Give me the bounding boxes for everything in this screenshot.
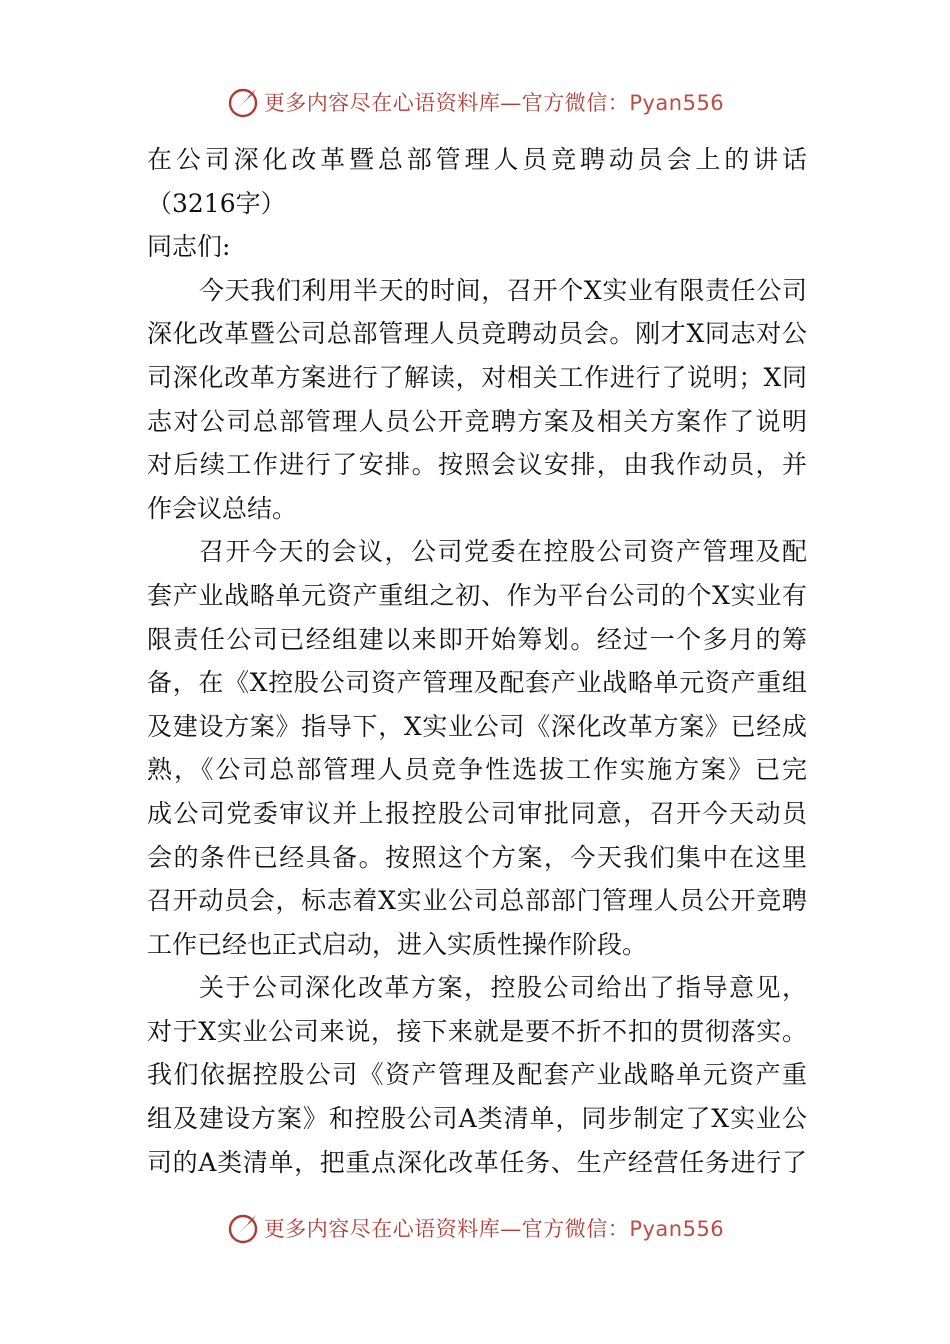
- document-word-count: （3216字）: [147, 188, 286, 218]
- document-title: 在公司深化改革暨总部管理人员竞聘动员会上的讲话: [147, 145, 807, 174]
- header-banner: [0, 82, 950, 122]
- body-line: 召开今天的会议，公司党委在控股公司资产管理及配: [199, 537, 807, 567]
- quill-logo-icon: [226, 85, 260, 119]
- banner-text: 更多内容尽在心语资料库—官方微信：Pyan556: [263, 1217, 725, 1241]
- footer-banner: [0, 1208, 950, 1248]
- body-line: 备，在《X控股公司资产管理及配套产业战略单元资产重组: [147, 668, 807, 698]
- quill-logo-icon: [226, 1211, 260, 1245]
- body-line: 熟，《公司总部管理人员竞争性选拔工作实施方案》已完: [147, 755, 807, 785]
- body-line: 套产业战略单元资产重组之初、作为平台公司的个X实业有: [147, 580, 807, 610]
- body-line: 深化改革暨公司总部管理人员竞聘动员会。刚才X同志对公: [147, 319, 807, 349]
- document-body: [147, 138, 807, 1184]
- body-line: 组及建设方案》和控股公司A类清单，同步制定了X实业公: [147, 1104, 807, 1134]
- body-line: 限责任公司已经组建以来即开始筹划。经过一个多月的筹: [147, 624, 807, 654]
- body-line: 召开动员会，标志着X实业公司总部部门管理人员公开竞聘: [147, 886, 807, 916]
- body-line: 成公司党委审议并上报控股公司审批同意，召开今天动员: [147, 798, 807, 828]
- body-line: 司深化改革方案进行了解读，对相关工作进行了说明；X同: [147, 362, 807, 392]
- body-line: 对后续工作进行了安排。按照会议安排，由我作动员，并: [147, 450, 807, 480]
- body-text: [147, 269, 807, 1184]
- body-line: 司的A类清单，把重点深化改革任务、生产经营任务进行了: [147, 1147, 807, 1177]
- banner-handle: Pyan556: [629, 1217, 725, 1241]
- salutation: 同志们:: [147, 232, 231, 262]
- body-line: 我们依据控股公司《资产管理及配套产业战略单元资产重: [147, 1060, 807, 1090]
- body-line: 志对公司总部管理人员公开竞聘方案及相关方案作了说明: [147, 406, 807, 436]
- body-line: 工作已经也正式启动，进入实质性操作阶段。: [147, 929, 648, 959]
- body-line: 今天我们利用半天的时间，召开个X实业有限责任公司: [199, 275, 807, 305]
- body-line: 对于X实业公司来说，接下来就是要不折不扣的贯彻落实。: [147, 1016, 807, 1046]
- banner-handle: Pyan556: [629, 91, 725, 115]
- banner-text: 更多内容尽在心语资料库—官方微信：Pyan556: [263, 91, 725, 115]
- body-line: 关于公司深化改革方案，控股公司给出了指导意见，: [199, 973, 807, 1003]
- body-line: 作会议总结。: [147, 493, 298, 523]
- body-line: 会的条件已经具备。按照这个方案，今天我们集中在这里: [147, 842, 807, 872]
- body-line: 及建设方案》指导下，X实业公司《深化改革方案》已经成: [147, 711, 807, 741]
